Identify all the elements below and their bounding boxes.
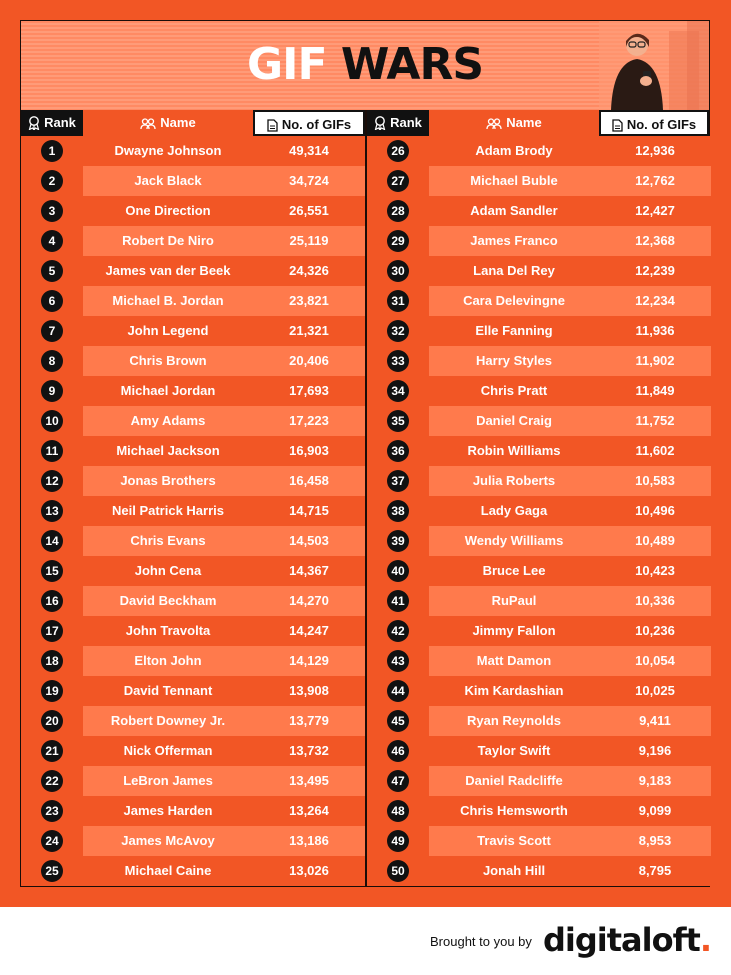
name-cell: Kim Kardashian <box>429 676 599 706</box>
rank-cell <box>367 766 429 796</box>
rank-cell <box>367 136 429 166</box>
rank-badge: 8 <box>41 350 63 372</box>
rank-cell <box>367 856 429 886</box>
brought-to-you-label: Brought to you by <box>430 934 532 949</box>
rank-cell <box>367 286 429 316</box>
gif-count-cell: 12,368 <box>599 226 711 256</box>
document-icon <box>612 119 623 132</box>
rank-cell <box>367 706 429 736</box>
rank-cell <box>21 706 83 736</box>
name-cell: Travis Scott <box>429 826 599 856</box>
table-row <box>21 436 365 466</box>
name-cell: Chris Hemsworth <box>429 796 599 826</box>
name-cell: Chris Evans <box>83 526 253 556</box>
rank-badge: 35 <box>387 410 409 432</box>
gif-count-cell: 10,336 <box>599 586 711 616</box>
rank-cell <box>21 826 83 856</box>
name-cell: Chris Pratt <box>429 376 599 406</box>
table-row <box>367 316 711 346</box>
name-cell: Ryan Reynolds <box>429 706 599 736</box>
gif-count-cell: 14,503 <box>253 526 365 556</box>
title-gif: GIF <box>246 39 327 90</box>
rank-cell <box>21 766 83 796</box>
gif-count-cell: 21,321 <box>253 316 365 346</box>
gif-count-cell: 9,411 <box>599 706 711 736</box>
gif-count-cell: 13,026 <box>253 856 365 886</box>
rank-cell <box>21 346 83 376</box>
name-cell: Daniel Radcliffe <box>429 766 599 796</box>
rank-badge: 26 <box>387 140 409 162</box>
rank-cell <box>367 346 429 376</box>
gif-count-cell: 14,247 <box>253 616 365 646</box>
name-cell: David Beckham <box>83 586 253 616</box>
rank-badge: 47 <box>387 770 409 792</box>
name-cell: Michael Jackson <box>83 436 253 466</box>
table-row <box>367 856 711 886</box>
rank-cell <box>21 286 83 316</box>
rank-badge: 25 <box>41 860 63 882</box>
name-header-label: Name <box>160 115 196 130</box>
rank-cell <box>21 616 83 646</box>
table-row <box>21 826 365 856</box>
rank-cell <box>21 526 83 556</box>
table-row <box>21 766 365 796</box>
gif-count-cell: 12,762 <box>599 166 711 196</box>
name-cell: Bruce Lee <box>429 556 599 586</box>
table-row <box>367 526 711 556</box>
table-row <box>367 556 711 586</box>
rank-header-label: Rank <box>390 115 422 130</box>
column-header-name-2 <box>429 110 599 136</box>
award-icon <box>374 116 386 130</box>
rank-cell <box>21 496 83 526</box>
table-row <box>21 706 365 736</box>
rank-cell <box>21 856 83 886</box>
table-row <box>367 766 711 796</box>
gif-count-cell: 13,908 <box>253 676 365 706</box>
rank-badge: 5 <box>41 260 63 282</box>
name-cell: Daniel Craig <box>429 406 599 436</box>
rank-cell <box>21 556 83 586</box>
rank-cell <box>367 826 429 856</box>
rank-badge: 22 <box>41 770 63 792</box>
gif-count-cell: 16,903 <box>253 436 365 466</box>
gif-count-cell: 8,953 <box>599 826 711 856</box>
rank-badge: 44 <box>387 680 409 702</box>
name-cell: Chris Brown <box>83 346 253 376</box>
title-wars: WARS <box>340 39 484 90</box>
gif-count-cell: 20,406 <box>253 346 365 376</box>
name-cell: Dwayne Johnson <box>83 136 253 166</box>
table-row <box>367 436 711 466</box>
gif-count-cell: 17,693 <box>253 376 365 406</box>
rank-cell <box>367 526 429 556</box>
rank-badge: 48 <box>387 800 409 822</box>
table-row <box>21 346 365 376</box>
rank-cell <box>367 796 429 826</box>
rank-badge: 16 <box>41 590 63 612</box>
gif-count-cell: 25,119 <box>253 226 365 256</box>
gif-count-cell: 12,239 <box>599 256 711 286</box>
table-row <box>21 136 365 166</box>
gif-count-cell: 23,821 <box>253 286 365 316</box>
rank-cell <box>367 196 429 226</box>
rank-cell <box>367 256 429 286</box>
gif-count-cell: 9,183 <box>599 766 711 796</box>
name-cell: RuPaul <box>429 586 599 616</box>
name-cell: Nick Offerman <box>83 736 253 766</box>
name-cell: Jack Black <box>83 166 253 196</box>
column-header-gifs-2 <box>599 110 709 136</box>
rank-cell <box>367 316 429 346</box>
name-cell: David Tennant <box>83 676 253 706</box>
name-cell: James Harden <box>83 796 253 826</box>
name-cell: James van der Beek <box>83 256 253 286</box>
rank-badge: 3 <box>41 200 63 222</box>
gif-count-cell: 9,196 <box>599 736 711 766</box>
rank-badge: 40 <box>387 560 409 582</box>
logo-dot: . <box>699 921 711 959</box>
poster <box>20 20 710 887</box>
rank-badge: 4 <box>41 230 63 252</box>
rank-cell <box>367 736 429 766</box>
column-header-gifs <box>253 110 365 136</box>
name-cell: Jonah Hill <box>429 856 599 886</box>
table-row <box>21 586 365 616</box>
table-row <box>367 646 711 676</box>
gif-count-cell: 10,583 <box>599 466 711 496</box>
name-cell: Julia Roberts <box>429 466 599 496</box>
rank-cell <box>21 436 83 466</box>
rank-badge: 9 <box>41 380 63 402</box>
rank-badge: 42 <box>387 620 409 642</box>
award-icon <box>28 116 40 130</box>
table-row <box>21 166 365 196</box>
gif-count-cell: 13,495 <box>253 766 365 796</box>
rank-badge: 21 <box>41 740 63 762</box>
gif-count-cell: 10,236 <box>599 616 711 646</box>
table-row <box>367 586 711 616</box>
rank-cell <box>367 646 429 676</box>
table-row <box>21 196 365 226</box>
header-banner <box>21 21 709 110</box>
rank-badge: 11 <box>41 440 63 462</box>
gifs-header-label: No. of GIFs <box>626 117 697 132</box>
rank-cell <box>367 616 429 646</box>
table-row <box>367 226 711 256</box>
rank-badge: 29 <box>387 230 409 252</box>
table-row <box>21 256 365 286</box>
rank-badge: 13 <box>41 500 63 522</box>
name-cell: Lana Del Rey <box>429 256 599 286</box>
name-cell: Adam Brody <box>429 136 599 166</box>
rank-badge: 33 <box>387 350 409 372</box>
gif-count-cell: 11,849 <box>599 376 711 406</box>
name-cell: One Direction <box>83 196 253 226</box>
header-photo <box>599 21 709 110</box>
rank-cell <box>367 376 429 406</box>
gif-count-cell: 14,367 <box>253 556 365 586</box>
gif-count-cell: 24,326 <box>253 256 365 286</box>
table-row <box>367 796 711 826</box>
rank-cell <box>21 376 83 406</box>
rank-badge: 43 <box>387 650 409 672</box>
gif-count-cell: 13,732 <box>253 736 365 766</box>
table-row <box>367 496 711 526</box>
table-row <box>21 496 365 526</box>
name-cell: Michael Buble <box>429 166 599 196</box>
rank-cell <box>21 226 83 256</box>
rank-cell <box>21 646 83 676</box>
gif-count-cell: 11,752 <box>599 406 711 436</box>
table-row <box>21 556 365 586</box>
name-cell: Matt Damon <box>429 646 599 676</box>
name-cell: Taylor Swift <box>429 736 599 766</box>
name-cell: Jonas Brothers <box>83 466 253 496</box>
column-header-rank <box>21 110 83 136</box>
name-cell: John Legend <box>83 316 253 346</box>
document-icon <box>267 119 278 132</box>
gif-count-cell: 9,099 <box>599 796 711 826</box>
name-cell: John Cena <box>83 556 253 586</box>
name-cell: Adam Sandler <box>429 196 599 226</box>
rank-badge: 45 <box>387 710 409 732</box>
rank-badge: 30 <box>387 260 409 282</box>
name-cell: Elle Fanning <box>429 316 599 346</box>
rank-badge: 37 <box>387 470 409 492</box>
rank-badge: 32 <box>387 320 409 342</box>
table-row <box>367 826 711 856</box>
table-row <box>367 166 711 196</box>
logo-text: digitaloft <box>543 921 700 959</box>
table-row <box>21 646 365 676</box>
rank-badge: 28 <box>387 200 409 222</box>
table-row <box>21 406 365 436</box>
rank-cell <box>367 466 429 496</box>
table-row <box>21 616 365 646</box>
rank-cell <box>21 586 83 616</box>
table-row <box>21 376 365 406</box>
name-cell: Lady Gaga <box>429 496 599 526</box>
rank-cell <box>367 676 429 706</box>
gif-count-cell: 14,270 <box>253 586 365 616</box>
gif-count-cell: 11,902 <box>599 346 711 376</box>
name-cell: Wendy Williams <box>429 526 599 556</box>
rank-badge: 12 <box>41 470 63 492</box>
rank-cell <box>21 736 83 766</box>
column-divider <box>365 110 367 886</box>
gif-count-cell: 10,423 <box>599 556 711 586</box>
table-row <box>367 616 711 646</box>
name-cell: Harry Styles <box>429 346 599 376</box>
rank-cell <box>21 316 83 346</box>
rank-cell <box>21 676 83 706</box>
gif-count-cell: 16,458 <box>253 466 365 496</box>
gif-count-cell: 13,264 <box>253 796 365 826</box>
rank-badge: 19 <box>41 680 63 702</box>
table-row <box>21 226 365 256</box>
gif-count-cell: 12,234 <box>599 286 711 316</box>
name-cell: Elton John <box>83 646 253 676</box>
rank-badge: 18 <box>41 650 63 672</box>
gif-count-cell: 12,936 <box>599 136 711 166</box>
name-cell: Jimmy Fallon <box>429 616 599 646</box>
column-header-name <box>83 110 253 136</box>
table-row <box>21 676 365 706</box>
name-cell: Cara Delevingne <box>429 286 599 316</box>
people-icon <box>486 118 502 130</box>
rank-badge: 7 <box>41 320 63 342</box>
gif-count-cell: 8,795 <box>599 856 711 886</box>
gif-count-cell: 34,724 <box>253 166 365 196</box>
name-cell: James McAvoy <box>83 826 253 856</box>
table-row <box>367 256 711 286</box>
table-row <box>367 286 711 316</box>
name-cell: James Franco <box>429 226 599 256</box>
digitaloft-logo <box>543 921 711 959</box>
rank-badge: 24 <box>41 830 63 852</box>
ranking-column-left <box>21 136 365 886</box>
table-row <box>367 136 711 166</box>
rank-badge: 36 <box>387 440 409 462</box>
rank-badge: 6 <box>41 290 63 312</box>
rank-badge: 1 <box>41 140 63 162</box>
gif-count-cell: 11,602 <box>599 436 711 466</box>
gif-count-cell: 11,936 <box>599 316 711 346</box>
name-cell: John Travolta <box>83 616 253 646</box>
gif-count-cell: 13,186 <box>253 826 365 856</box>
rank-badge: 10 <box>41 410 63 432</box>
table-row <box>367 376 711 406</box>
people-icon <box>140 118 156 130</box>
rank-badge: 15 <box>41 560 63 582</box>
rank-cell <box>367 406 429 436</box>
rank-badge: 49 <box>387 830 409 852</box>
table-row <box>367 736 711 766</box>
name-cell: Amy Adams <box>83 406 253 436</box>
table-row <box>21 856 365 886</box>
gif-count-cell: 10,489 <box>599 526 711 556</box>
table-row <box>21 286 365 316</box>
rank-badge: 20 <box>41 710 63 732</box>
rank-cell <box>21 466 83 496</box>
rank-badge: 38 <box>387 500 409 522</box>
table-row <box>367 676 711 706</box>
rank-badge: 39 <box>387 530 409 552</box>
name-cell: Michael Jordan <box>83 376 253 406</box>
rank-badge: 34 <box>387 380 409 402</box>
rank-header-label: Rank <box>44 115 76 130</box>
table-row <box>21 316 365 346</box>
gif-count-cell: 10,025 <box>599 676 711 706</box>
rank-cell <box>21 196 83 226</box>
rank-badge: 27 <box>387 170 409 192</box>
rank-cell <box>21 166 83 196</box>
gif-count-cell: 10,496 <box>599 496 711 526</box>
table-row <box>21 526 365 556</box>
rank-cell <box>367 436 429 466</box>
rank-badge: 17 <box>41 620 63 642</box>
column-header-rank-2 <box>367 110 429 136</box>
table-row <box>367 406 711 436</box>
gif-count-cell: 13,779 <box>253 706 365 736</box>
table-row <box>367 346 711 376</box>
footer <box>0 907 731 975</box>
name-cell: Robert De Niro <box>83 226 253 256</box>
rank-cell <box>367 496 429 526</box>
table-row <box>367 196 711 226</box>
table-row <box>21 736 365 766</box>
rank-badge: 23 <box>41 800 63 822</box>
rank-badge: 2 <box>41 170 63 192</box>
gif-count-cell: 14,715 <box>253 496 365 526</box>
name-cell: Robert Downey Jr. <box>83 706 253 736</box>
rank-cell <box>367 166 429 196</box>
rank-cell <box>367 556 429 586</box>
name-cell: Michael B. Jordan <box>83 286 253 316</box>
gif-count-cell: 17,223 <box>253 406 365 436</box>
rank-cell <box>21 136 83 166</box>
gif-count-cell: 14,129 <box>253 646 365 676</box>
table-row <box>367 466 711 496</box>
rank-badge: 50 <box>387 860 409 882</box>
rank-cell <box>21 406 83 436</box>
rank-cell <box>367 586 429 616</box>
rank-badge: 41 <box>387 590 409 612</box>
name-header-label: Name <box>506 115 542 130</box>
gif-count-cell: 10,054 <box>599 646 711 676</box>
gif-count-cell: 49,314 <box>253 136 365 166</box>
name-cell: Neil Patrick Harris <box>83 496 253 526</box>
name-cell: LeBron James <box>83 766 253 796</box>
rank-badge: 31 <box>387 290 409 312</box>
gif-count-cell: 12,427 <box>599 196 711 226</box>
ranking-column-right <box>367 136 711 886</box>
rank-badge: 14 <box>41 530 63 552</box>
gif-count-cell: 26,551 <box>253 196 365 226</box>
rank-cell <box>21 256 83 286</box>
table-row <box>367 706 711 736</box>
table-row <box>21 796 365 826</box>
name-cell: Robin Williams <box>429 436 599 466</box>
rank-cell <box>367 226 429 256</box>
table-row <box>21 466 365 496</box>
rank-cell <box>21 796 83 826</box>
rank-badge: 46 <box>387 740 409 762</box>
gifs-header-label: No. of GIFs <box>281 117 352 132</box>
name-cell: Michael Caine <box>83 856 253 886</box>
